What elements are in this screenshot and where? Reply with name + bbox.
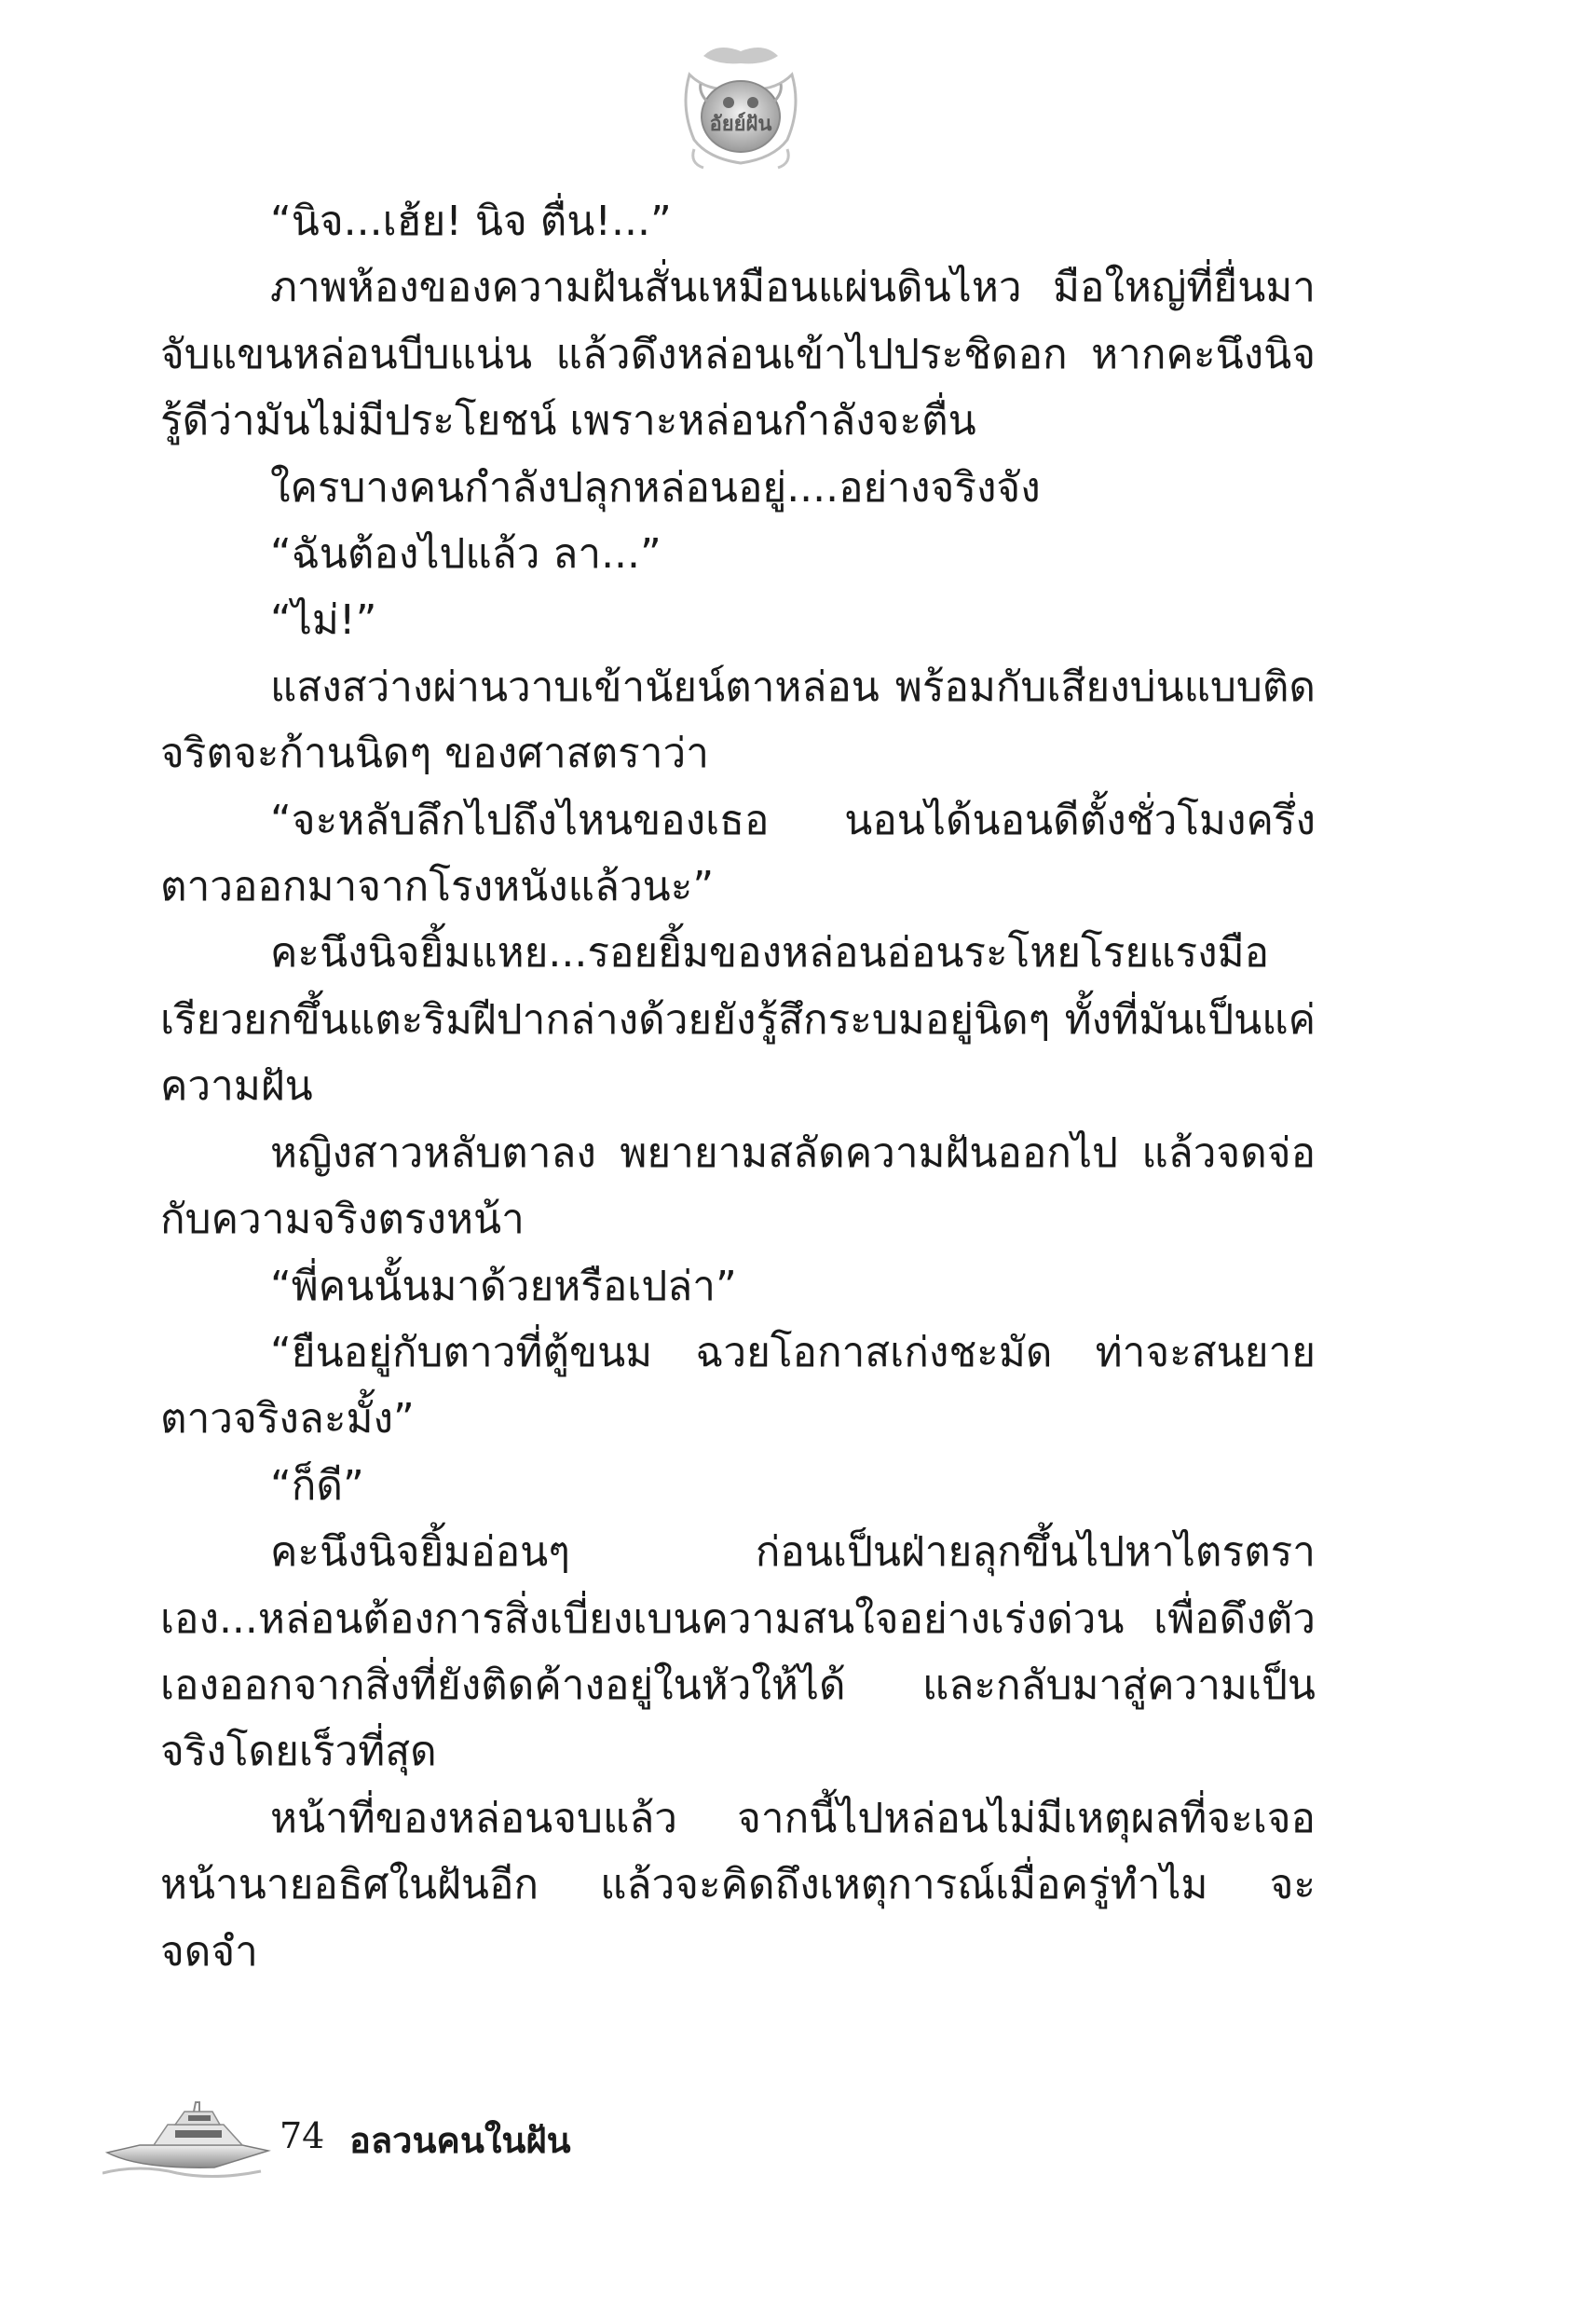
paragraph: คะนึงนิจยิ้มอ่อนๆ ก่อนเป็นฝ่ายลุกขึ้นไปหาไตรตราเอง...หล่อนต้องการสิ่งเบี่ยงเบนความสนใจอย่างเร่งด่วน เพื่อดึงตัวเองออกจากสิ่งที่ยังติดค้างอยู่ในหัวให้ได้ และกลับมาสู่ความเป็นจริงโดยเร็วที่สุด [160,1528,1316,1776]
page-footer [102,2097,755,2181]
paragraph: หน้าที่ของหล่อนจบแล้ว จากนี้ไปหล่อนไม่มีเหตุผลที่จะเจอหน้านายอธิศในฝันอีก แล้วจะคิดถึงเหตุการณ์เมื่อครู่ทำไม จะจดจำ [160,1794,1316,1976]
logo-text: อัยย์ฝัน [709,113,772,136]
paragraph: “นิจ...เฮ้ย! นิจ ตื่น!...” [270,198,672,245]
book-title: อลวนคนในฝัน [349,2120,571,2161]
paragraph: “ก็ดี” [270,1461,364,1510]
paragraph: แสงสว่างผ่านวาบเข้านัยน์ตาหล่อน พร้อมกับเสียงบ่นแบบติดจริตจะก้านนิดๆ ของศาสตราว่า [160,663,1316,778]
paragraph: “จะหลับลึกไปถึงไหนของเธอ นอนได้นอนดีตั้งชั่วโมงครึ่งตาวออกมาจากโรงหนังแล้วนะ” [160,796,1316,911]
paragraph: “ไม่!” [270,596,377,645]
story-text [160,188,1316,1985]
page-number: 74 [280,2115,325,2156]
paragraph: “ฉันต้องไปแล้ว ลา...” [270,530,662,579]
yacht-icon [102,2097,280,2181]
paragraph: หญิงสาวหลับตาลง พยายามสลัดความฝันออกไป แล้วจดจ่อกับความจริงตรงหน้า [160,1128,1316,1244]
paragraph: ใครบางคนกำลังปลุกหล่อนอยู่....อย่างจริงจัง [270,463,1041,512]
paragraph: “ยืนอยู่กับตาวที่ตู้ขนม ฉวยโอกาสเก่งชะมัด ท่าจะสนยายตาวจริงละมั้ง” [160,1328,1316,1443]
ornament-logo-icon [671,37,811,177]
paragraph: ภาพห้องของความฝันสั่นเหมือนแผ่นดินไหว มือใหญ่ที่ยื่นมาจับแขนหล่อนบีบแน่น แล้วดึงหล่อนเข้าไปประชิดอก หากคะนึงนิจรู้ดีว่ามันไม่มีประโยชน์ เพราะหล่อนกำลังจะตื่น [160,264,1316,445]
paragraph: คะนึงนิจยิ้มแหย...รอยยิ้มของหล่อนอ่อนระโหยโรยแรงมือเรียวยกขึ้นแตะริมฝีปากล่างด้วยยังรู้สึกระบมอยู่นิดๆ ทั้งที่มันเป็นแค่ความฝัน [160,929,1316,1111]
paragraph: “พี่คนนั้นมาด้วยหรือเปล่า” [270,1262,737,1310]
